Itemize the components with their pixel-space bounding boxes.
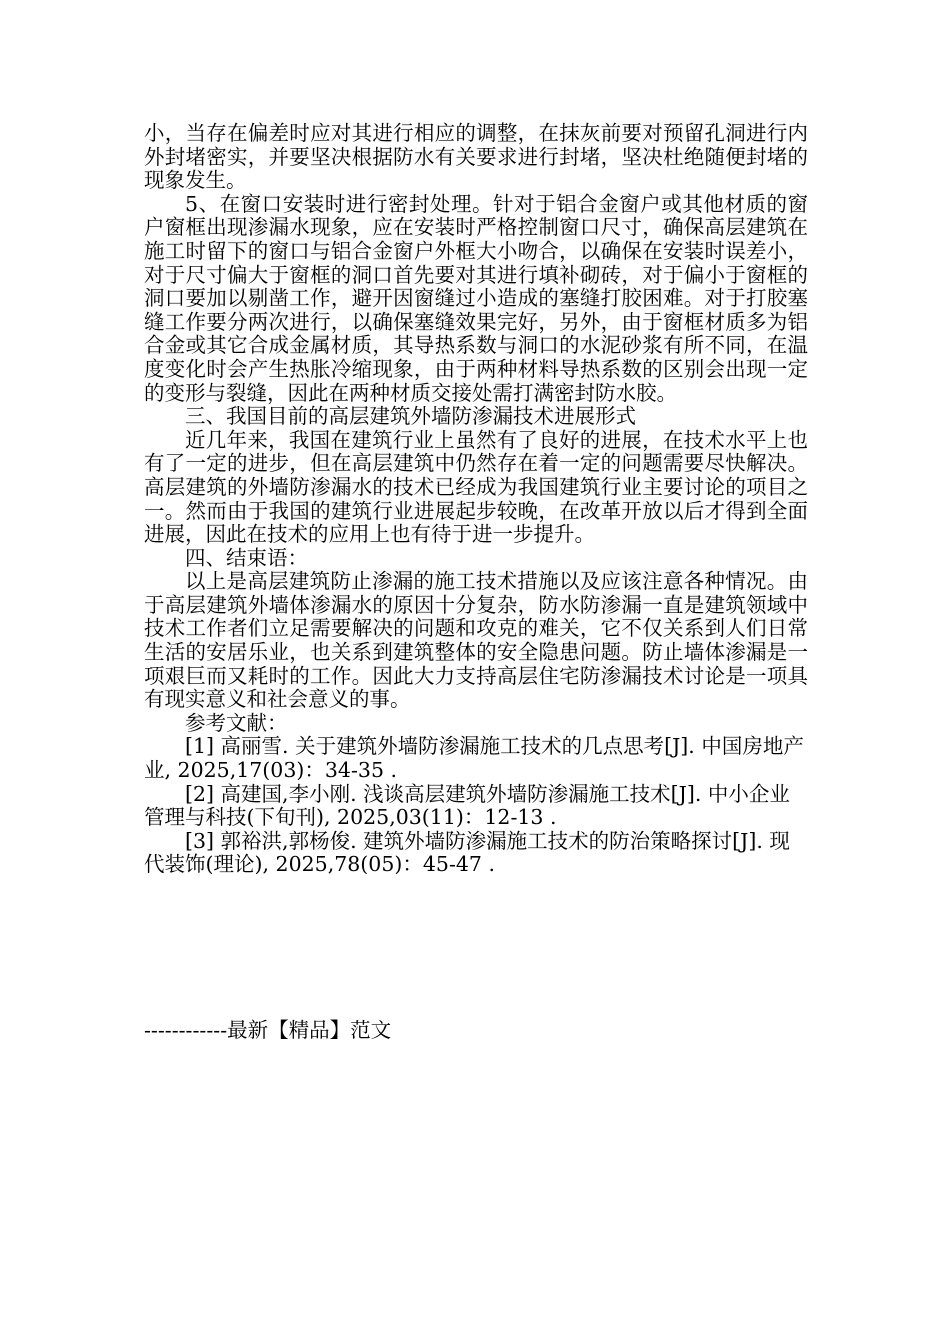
reference-item-3: [3] 郭裕洪,郭杨俊. 建筑外墙防渗漏施工技术的防治策略探讨[J]. 现代装饰(理论), 2025,78(05)：45-47 . — [144, 828, 790, 877]
body-paragraph-conclusion: 以上是高层建筑防止渗漏的施工技术措施以及应该注意各种情况。由于高层建筑外墙体渗漏水的原因十分复杂，防水防渗漏一直是建筑领域中技术工作者们立足需要解决的问题和攻克的难关，它不仅关系到人们日常生活的安居乐业，也关系到建筑整体的安全隐患问题。防止墙体渗漏是一项艰巨而又耗时的工作。因此大力支持高层住宅防渗漏技术讨论是一项具有现实意义和社会意义的事。 — [144, 569, 808, 712]
section-heading-4: 四、结束语： — [185, 545, 308, 570]
body-paragraph-continuation: 小，当存在偏差时应对其进行相应的调整，在抹灰前要对预留孔洞进行内外封堵密实，并要坚决根据防水有关要求进行封堵，坚决杜绝随便封堵的现象发生。 — [144, 121, 808, 193]
section-heading-3: 三、我国目前的高层建筑外墙防渗漏技术进展形式 — [185, 404, 636, 429]
footer-text: ------------最新【精品】范文 — [144, 1018, 392, 1042]
body-paragraph-window-sealing: 5、在窗口安装时进行密封处理。针对于铝合金窗户或其他材质的窗户窗框出现渗漏水现象，应在安装时严格控制窗口尺寸，确保高层建筑在施工时留下的窗口与铝合金窗户外框大小吻合，以确保在安装时误差小，对于尺寸偏大于窗框的洞口首先要对其进行填补砌砖，对于偏小于窗框的洞口要加以剔凿工作，避开因窗缝过小造成的塞缝打胶困难。对于打胶塞缝工作要分两次进行，以确保塞缝效果完好，另外，由于窗框材质多为铝合金或其它合成金属材质，其导热系数与洞口的水泥砂浆有所不同，在温度变化时会产生热胀冷缩现象，由于两种材料导热系数的区别会出现一定的变形与裂缝，因此在两种材质交接处需打满密封防水胶。 — [144, 191, 808, 405]
reference-item-1: [1] 高丽雪. 关于建筑外墙防渗漏施工技术的几点思考[J]. 中国房地产业, 2025,17(03)：34-35 . — [144, 734, 804, 783]
body-paragraph-development: 近几年来，我国在建筑行业上虽然有了良好的进展，在技术水平上也有了一定的进步，但在高层建筑中仍然存在着一定的问题需要尽快解决。高层建筑的外墙防渗漏水的技术已经成为我国建筑行业主要讨论的项目之一。然而由于我国的建筑行业进展起步较晚，在改革开放以后才得到全面进展，因此在技术的应用上也有待于进一步提升。 — [144, 427, 808, 547]
references-heading: 参考文献： — [185, 710, 288, 735]
document-body — [144, 122, 808, 877]
reference-item-2: [2] 高建国,李小刚. 浅谈高层建筑外墙防渗漏施工技术[J]. 中小企业管理与科技(下旬刊), 2025,03(11)：12-13 . — [144, 781, 790, 830]
